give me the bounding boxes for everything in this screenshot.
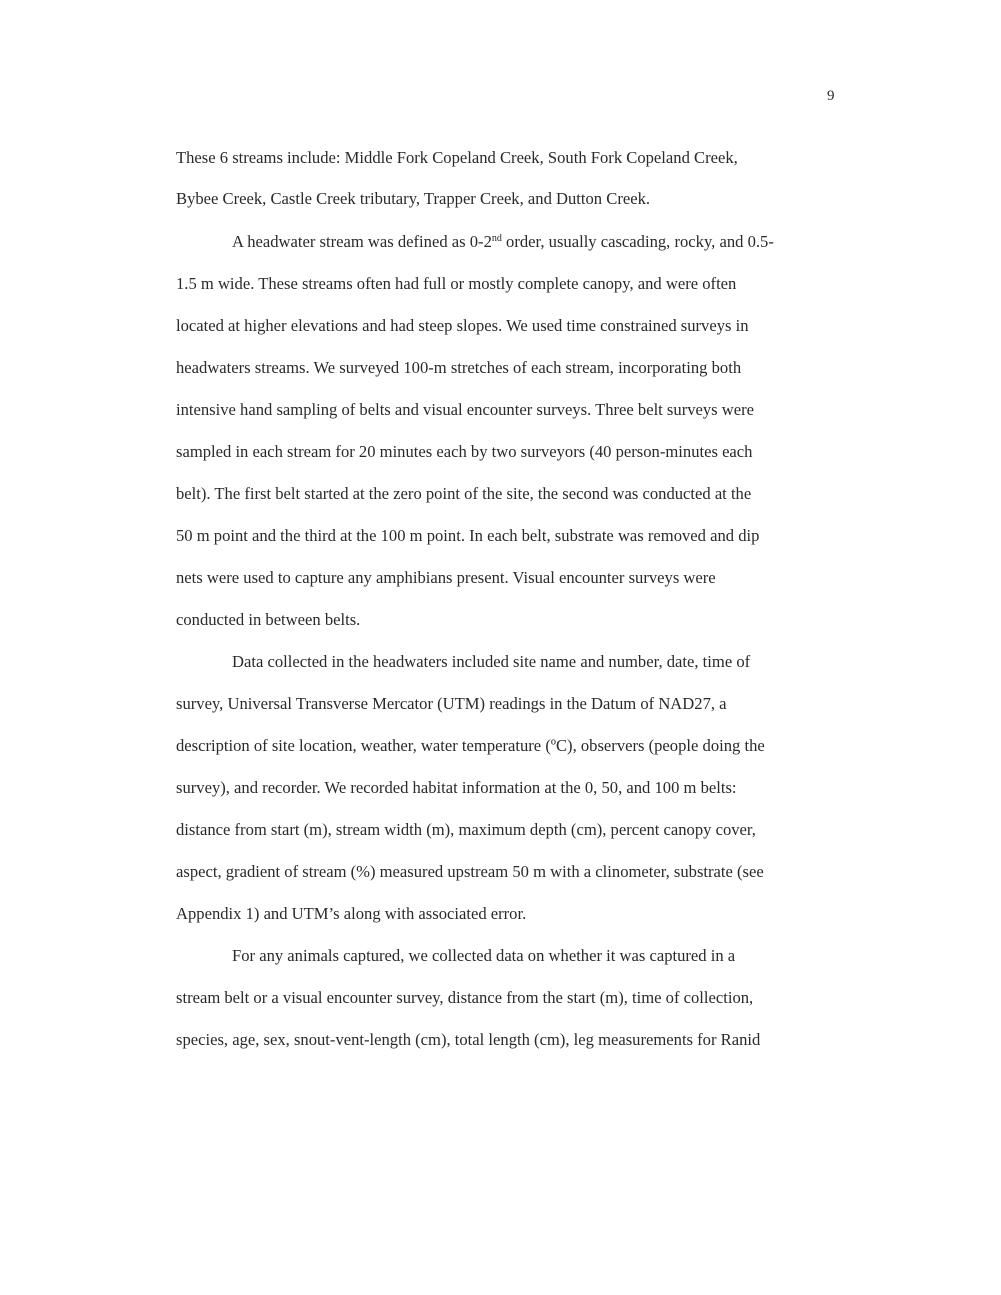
- text-line: species, age, sex, snout-vent-length (cm), total length (cm), leg measurements for Ranid: [176, 1030, 761, 1049]
- text-line: aspect, gradient of stream (%) measured upstream 50 m with a clinometer, substrate (see: [176, 862, 764, 881]
- text-line: description of site location, weather, water temperature (ºC), observers (people doing the: [176, 736, 765, 755]
- text-segment: A headwater stream was defined as 0-2: [232, 232, 492, 251]
- text-line: headwaters streams. We surveyed 100-m stretches of each stream, incorporating both: [176, 358, 742, 377]
- superscript: nd: [491, 233, 502, 244]
- text-line: located at higher elevations and had steep slopes. We used time constrained surveys in: [176, 316, 749, 335]
- text-line: intensive hand sampling of belts and visual encounter surveys. Three belt surveys were: [176, 400, 755, 419]
- text-line: conducted in between belts.: [176, 610, 361, 629]
- text-line: 1.5 m wide. These streams often had full or mostly complete canopy, and were often: [176, 274, 737, 293]
- text-line: 50 m point and the third at the 100 m point. In each belt, substrate was removed and dip: [176, 526, 760, 545]
- text-line: sampled in each stream for 20 minutes each by two surveyors (40 person-minutes each: [176, 442, 753, 461]
- text-line: distance from start (m), stream width (m), maximum depth (cm), percent canopy cover,: [176, 820, 756, 839]
- text-line: Bybee Creek, Castle Creek tributary, Trapper Creek, and Dutton Creek.: [176, 189, 651, 208]
- text-line: [232, 232, 774, 252]
- text-line: survey), and recorder. We recorded habitat information at the 0, 50, and 100 m belts:: [176, 778, 737, 797]
- text-line: belt). The first belt started at the zero point of the site, the second was conducted at the: [176, 484, 752, 503]
- text-line: stream belt or a visual encounter survey, distance from the start (m), time of collection,: [176, 988, 754, 1007]
- text-line: For any animals captured, we collected data on whether it was captured in a: [232, 946, 736, 965]
- text-line: These 6 streams include: Middle Fork Copeland Creek, South Fork Copeland Creek,: [176, 148, 738, 167]
- text-line: Appendix 1) and UTM’s along with associated error.: [176, 904, 527, 923]
- text-line: Data collected in the headwaters included site name and number, date, time of: [232, 652, 751, 671]
- text-line: survey, Universal Transverse Mercator (UTM) readings in the Datum of NAD27, a: [176, 694, 727, 713]
- page-number: 9: [827, 88, 835, 104]
- text-line: nets were used to capture any amphibians present. Visual encounter surveys were: [176, 568, 716, 587]
- text-segment: order, usually cascading, rocky, and 0.5-: [501, 232, 774, 251]
